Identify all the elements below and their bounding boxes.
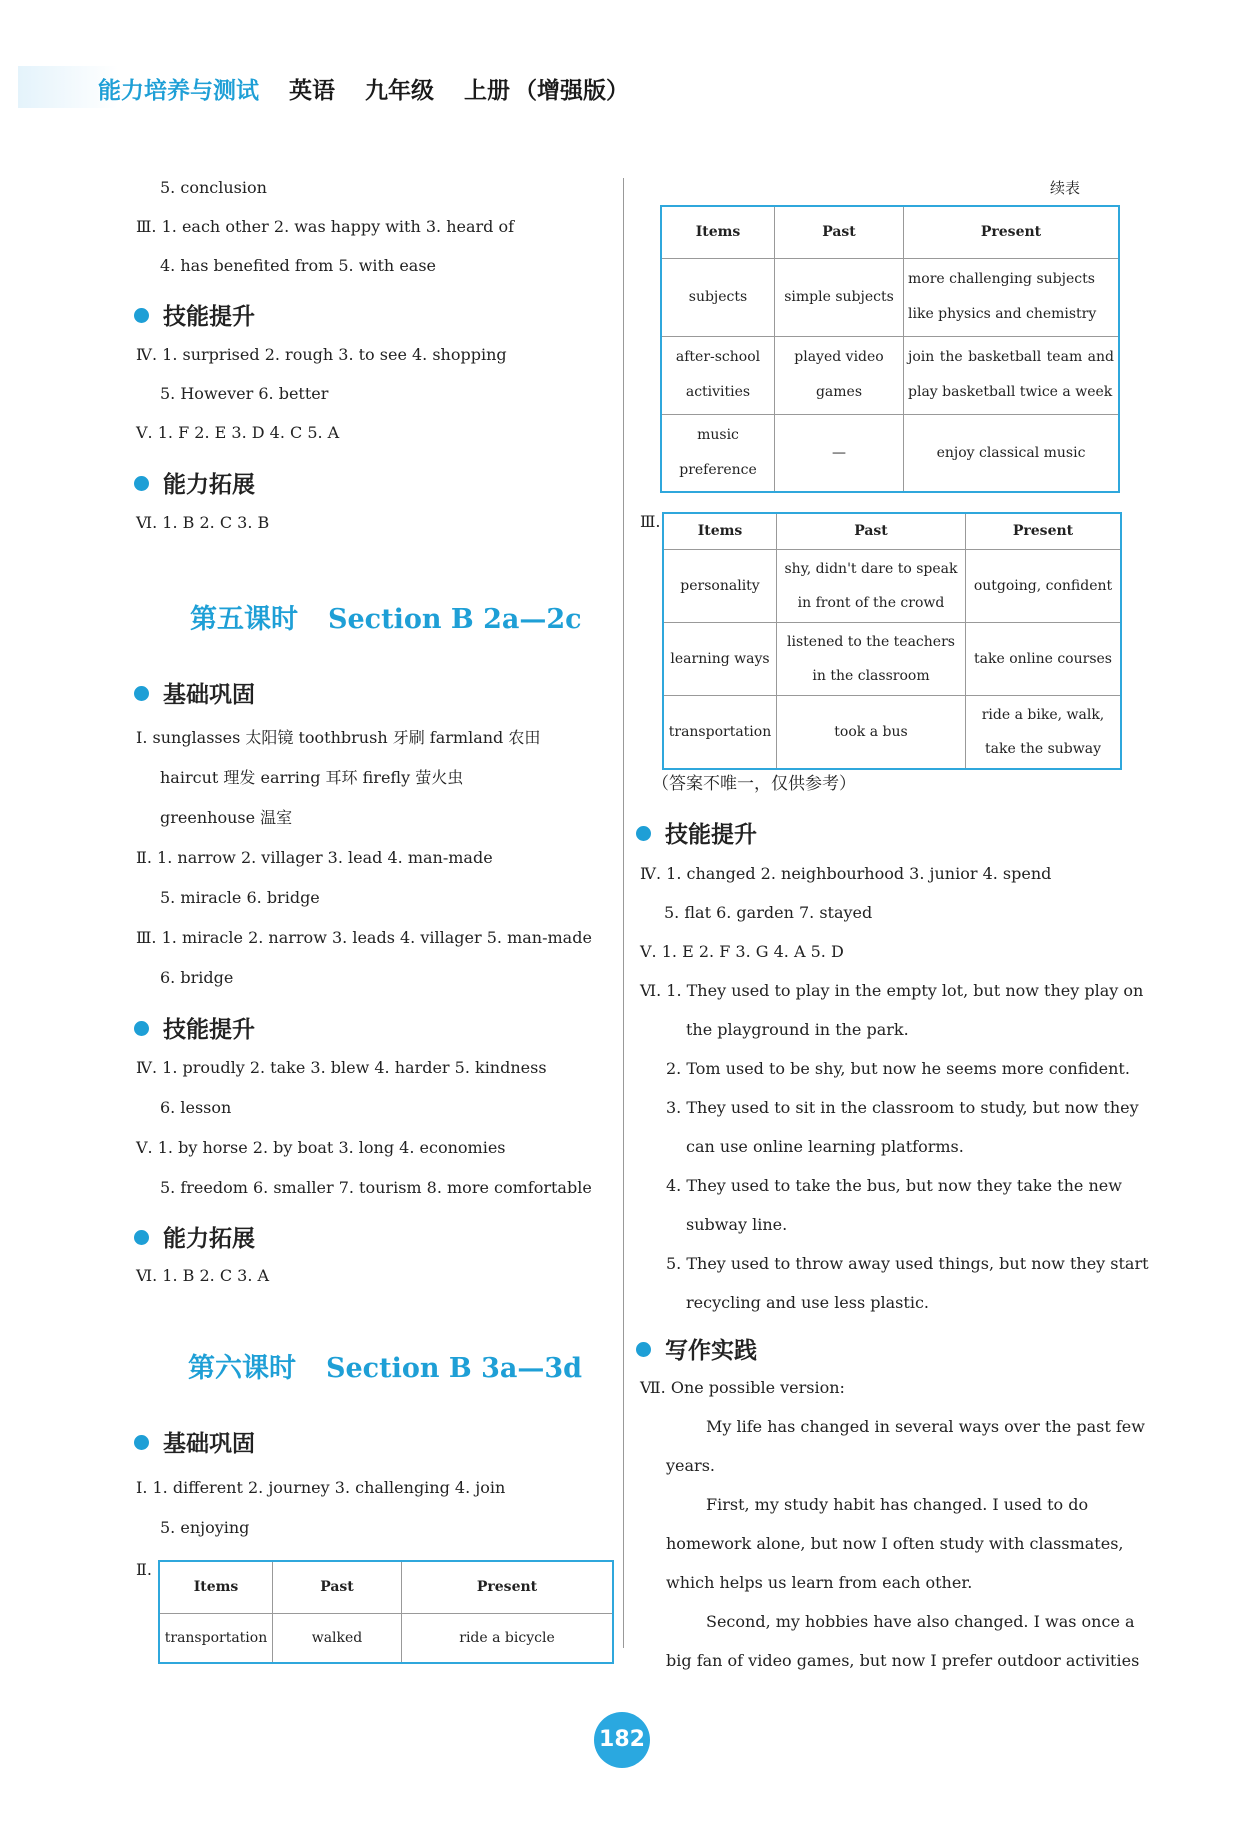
table-cell: transportation xyxy=(663,695,777,769)
essay-line: Second, my hobbies have also changed. I was once a xyxy=(706,1612,1135,1631)
answer-line: 5. They used to throw away used things, but now they start xyxy=(666,1254,1149,1273)
lesson-title: 第五课时 Section B 2a—2c xyxy=(190,604,582,635)
answer-line: 5. conclusion xyxy=(160,178,267,197)
answer-line: 4. They used to take the bus, but now they take the new xyxy=(666,1176,1122,1195)
note-text: （答案不唯一，仅供参考） xyxy=(652,774,856,794)
table-cell: take online courses xyxy=(966,622,1122,695)
answer-line: Ⅲ. 1. each other 2. was happy with 3. heard of xyxy=(136,217,515,236)
table-cell: personality xyxy=(663,549,777,622)
answer-line: haircut 理发 earring 耳环 firefly 萤火虫 xyxy=(160,768,464,787)
bullet-dot-icon xyxy=(636,826,651,841)
answer-line: 5. flat 6. garden 7. stayed xyxy=(664,903,873,922)
answer-line: Ⅰ. sunglasses 太阳镜 toothbrush 牙刷 farmland 农田 xyxy=(136,728,541,747)
answer-line: Ⅱ. 1. narrow 2. villager 3. lead 4. man-made xyxy=(136,848,493,867)
table-cell: subjects xyxy=(661,258,775,336)
answer-line: Ⅲ. xyxy=(640,512,661,531)
answer-line: 5. miracle 6. bridge xyxy=(160,888,320,907)
page-header xyxy=(98,72,651,105)
column-divider xyxy=(623,178,624,1648)
header-grade: 九年级 xyxy=(365,78,435,104)
continued-label: 续表 xyxy=(1050,179,1081,197)
table-cell: ride a bike, walk, take the subway xyxy=(966,695,1122,769)
table-cell: walked xyxy=(273,1613,402,1663)
table-cell: join the basketball team and play basketball twice a week xyxy=(904,336,1120,414)
answer-line: 4. has benefited from 5. with ease xyxy=(160,256,437,275)
answer-line: greenhouse 温室 xyxy=(160,808,293,827)
answer-line: Ⅲ. 1. miracle 2. narrow 3. leads 4. villager 5. man-made xyxy=(136,928,592,947)
answer-line: 5. However 6. better xyxy=(160,384,329,403)
table-cell: music preference xyxy=(661,414,775,492)
answer-line: Ⅳ. 1. proudly 2. take 3. blew 4. harder 5. kindness xyxy=(136,1058,547,1077)
table-cell: transportation xyxy=(159,1613,273,1663)
essay-line: which helps us learn from each other. xyxy=(666,1573,973,1592)
answer-line: Ⅳ. 1. changed 2. neighbourhood 3. junior 4. spend xyxy=(640,864,1052,883)
table-cell: took a bus xyxy=(777,695,966,769)
bullet-dot-icon xyxy=(134,1230,149,1245)
answer-line: subway line. xyxy=(686,1215,788,1234)
table-cell: listened to the teachers in the classroom xyxy=(777,622,966,695)
answer-line: Ⅵ. 1. B 2. C 3. B xyxy=(136,513,270,532)
answer-line: 5. enjoying xyxy=(160,1518,250,1537)
table-cell: learning ways xyxy=(663,622,777,695)
answer-line: 2. Tom used to be shy, but now he seems more confident. xyxy=(666,1059,1130,1078)
answer-line: the playground in the park. xyxy=(686,1020,909,1039)
answer-table xyxy=(660,205,1120,493)
section-heading: 写作实践 xyxy=(636,1332,757,1365)
table-cell: enjoy classical music xyxy=(904,414,1120,492)
essay-line: homework alone, but now I often study with classmates, xyxy=(666,1534,1124,1553)
table-header: Past xyxy=(775,206,904,258)
answer-line: Ⅴ. 1. F 2. E 3. D 4. C 5. A xyxy=(136,423,340,442)
table-cell: shy, didn't dare to speak in front of the crowd xyxy=(777,549,966,622)
table-cell: after-school activities xyxy=(661,336,775,414)
answer-line: 3. They used to sit in the classroom to study, but now they xyxy=(666,1098,1139,1117)
answer-table xyxy=(158,1560,614,1664)
answer-line: 6. lesson xyxy=(160,1098,232,1117)
header-subject: 英语 xyxy=(289,78,336,104)
answer-line: Ⅳ. 1. surprised 2. rough 3. to see 4. shopping xyxy=(136,345,507,364)
bullet-dot-icon xyxy=(134,308,149,323)
section-heading: 技能提升 xyxy=(134,1011,255,1044)
answer-line: Ⅶ. One possible version: xyxy=(640,1378,845,1397)
table-header: Items xyxy=(159,1561,273,1613)
bullet-dot-icon xyxy=(134,476,149,491)
table-header: Present xyxy=(966,513,1122,549)
table-cell: — xyxy=(775,414,904,492)
lesson-title: 第六课时 Section B 3a—3d xyxy=(188,1353,583,1384)
section-heading: 能力拓展 xyxy=(134,1220,255,1253)
table-cell: simple subjects xyxy=(775,258,904,336)
answer-line: 5. freedom 6. smaller 7. tourism 8. more comfortable xyxy=(160,1178,592,1197)
bullet-dot-icon xyxy=(636,1342,651,1357)
answer-line: Ⅰ. 1. different 2. journey 3. challenging 4. join xyxy=(136,1478,506,1497)
table-cell: more challenging subjects like physics and chemistry xyxy=(904,258,1120,336)
bullet-dot-icon xyxy=(134,686,149,701)
page-number: 182 xyxy=(594,1712,650,1768)
answer-line: Ⅵ. 1. B 2. C 3. A xyxy=(136,1266,270,1285)
table-header: Items xyxy=(663,513,777,549)
header-edition: （增强版） xyxy=(514,78,630,104)
section-heading: 基础巩固 xyxy=(134,1425,255,1458)
bullet-dot-icon xyxy=(134,1435,149,1450)
answer-line: Ⅴ. 1. by horse 2. by boat 3. long 4. economies xyxy=(136,1138,506,1157)
table-header: Present xyxy=(904,206,1120,258)
answer-line: Ⅵ. 1. They used to play in the empty lot, but now they play on xyxy=(640,981,1144,1000)
table-cell: played video games xyxy=(775,336,904,414)
header-brand: 能力培养与测试 xyxy=(98,78,259,104)
table-header: Items xyxy=(661,206,775,258)
essay-line: big fan of video games, but now I prefer outdoor activities xyxy=(666,1651,1140,1670)
table-cell: outgoing, confident xyxy=(966,549,1122,622)
essay-line: First, my study habit has changed. I used to do xyxy=(706,1495,1089,1514)
essay-line: My life has changed in several ways over the past few xyxy=(706,1417,1145,1436)
answer-line: 6. bridge xyxy=(160,968,234,987)
essay-line: years. xyxy=(666,1456,715,1475)
answer-line: recycling and use less plastic. xyxy=(686,1293,929,1312)
table-header: Past xyxy=(777,513,966,549)
bullet-dot-icon xyxy=(134,1021,149,1036)
answer-table xyxy=(662,512,1122,770)
section-heading: 技能提升 xyxy=(636,816,757,849)
answer-line: Ⅴ. 1. E 2. F 3. G 4. A 5. D xyxy=(640,942,844,961)
answer-line: can use online learning platforms. xyxy=(686,1137,964,1156)
table-header: Present xyxy=(402,1561,614,1613)
header-volume: 上册 xyxy=(464,78,511,104)
answer-line: Ⅱ. xyxy=(136,1560,152,1579)
table-header: Past xyxy=(273,1561,402,1613)
table-cell: ride a bicycle xyxy=(402,1613,614,1663)
section-heading: 能力拓展 xyxy=(134,466,255,499)
section-heading: 技能提升 xyxy=(134,298,255,331)
section-heading: 基础巩固 xyxy=(134,676,255,709)
